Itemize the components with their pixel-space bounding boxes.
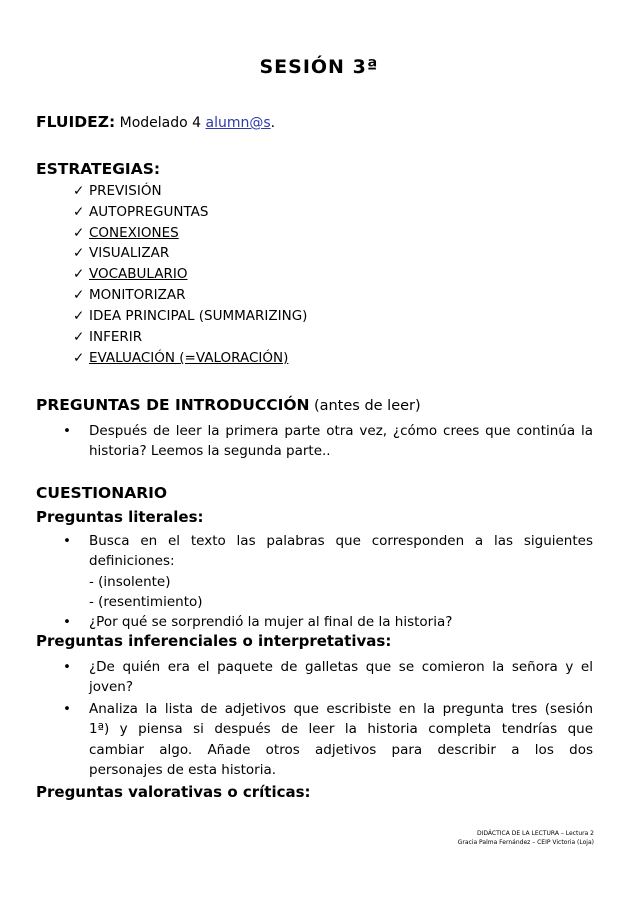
bullet-text: Analiza la lista de adjetivos que escribiste en la pregunta tres (sesión — [89, 701, 593, 717]
bullet-icon: • — [63, 701, 71, 717]
checkmark-icon: ✓ — [73, 245, 85, 261]
checkmark-icon: ✓ — [73, 287, 85, 303]
list-item — [63, 531, 593, 612]
page-title: SESIÓN 3ª — [259, 56, 379, 78]
valorativas-heading: Preguntas valorativas o críticas: — [36, 783, 311, 801]
bullet-text: Busca en el texto las palabras que corresponden a las siguientes — [89, 533, 593, 549]
bullet-icon: • — [63, 659, 71, 675]
fluidez-text: Modelado 4 — [119, 115, 206, 131]
strategy-item — [73, 204, 208, 220]
bullet-icon: • — [63, 533, 71, 549]
strategy-item — [73, 183, 162, 199]
bullet-text: 1ª) y piensa si después de leer la historia completa tendrías que — [89, 721, 593, 738]
bullet-text: definiciones: — [89, 553, 175, 570]
checkmark-icon: ✓ — [73, 204, 85, 220]
strategy-item — [73, 308, 307, 324]
cuestionario-heading: CUESTIONARIO — [36, 484, 168, 502]
strategy-item — [73, 225, 179, 241]
list-item — [63, 612, 593, 632]
checkmark-icon: ✓ — [73, 266, 85, 282]
strategy-label: AUTOPREGUNTAS — [89, 204, 209, 220]
alumnos-link[interactable]: alumn@s — [205, 115, 271, 131]
definition-item: - (insolente) — [89, 573, 171, 590]
page-footer — [458, 829, 594, 847]
strategy-item — [73, 350, 288, 366]
footer-line: Gracia Palma Fernández – CEIP Victoria (Loja) — [457, 839, 594, 846]
checkmark-icon: ✓ — [73, 308, 85, 324]
list-item — [63, 699, 593, 780]
fluidez-label: FLUIDEZ: — [36, 113, 116, 131]
strategy-label: MONITORIZAR — [89, 287, 186, 303]
definition-item: - (resentimiento) — [89, 593, 203, 610]
strategy-label: VISUALIZAR — [89, 245, 170, 261]
introduccion-heading — [36, 396, 421, 414]
checkmark-icon: ✓ — [73, 183, 85, 199]
bullet-text: Después de leer la primera parte otra vez, ¿cómo crees que continúa la — [89, 423, 593, 439]
bullet-icon: • — [63, 423, 71, 439]
strategy-label: EVALUACIÓN (=VALORACIÓN) — [89, 350, 289, 366]
strategy-item — [73, 329, 142, 345]
literales-heading: Preguntas literales: — [36, 508, 204, 526]
strategy-label: CONEXIONES — [89, 225, 179, 241]
fluidez-line — [36, 113, 275, 131]
bullet-text: personajes de esta historia. — [89, 761, 277, 778]
bullet-text: ¿De quién era el paquete de galletas que se comieron la señora y el — [89, 659, 593, 675]
strategy-label: INFERIR — [89, 329, 143, 345]
strategy-item — [73, 266, 187, 282]
strategy-label: VOCABULARIO — [89, 266, 188, 282]
estrategias-heading: ESTRATEGIAS: — [36, 160, 161, 178]
list-item — [63, 421, 593, 462]
strategy-item — [73, 287, 185, 303]
strategy-label: IDEA PRINCIPAL (SUMMARIZING) — [89, 308, 308, 324]
list-item — [63, 657, 593, 698]
bullet-text: joven? — [89, 679, 134, 696]
bullet-text: ¿Por qué se sorprendió la mujer al final de la historia? — [89, 614, 453, 630]
introduccion-label: PREGUNTAS DE INTRODUCCIÓN — [36, 396, 310, 414]
checkmark-icon: ✓ — [73, 329, 85, 345]
footer-line: DIDÁCTICA DE LA LECTURA – Lectura 2 — [476, 830, 594, 837]
inferenciales-heading: Preguntas inferenciales o interpretativas: — [36, 632, 392, 650]
bullet-text: cambiar algo. Añade otros adjetivos para describir a los dos — [89, 741, 593, 758]
checkmark-icon: ✓ — [73, 350, 85, 366]
fluidez-end: . — [270, 115, 276, 131]
introduccion-note: (antes de leer) — [313, 398, 421, 414]
strategy-item — [73, 245, 169, 261]
strategy-label: PREVISIÓN — [89, 183, 162, 199]
bullet-icon: • — [63, 614, 71, 630]
checkmark-icon: ✓ — [73, 225, 85, 241]
bullet-text: historia? Leemos la segunda parte.. — [89, 443, 331, 460]
